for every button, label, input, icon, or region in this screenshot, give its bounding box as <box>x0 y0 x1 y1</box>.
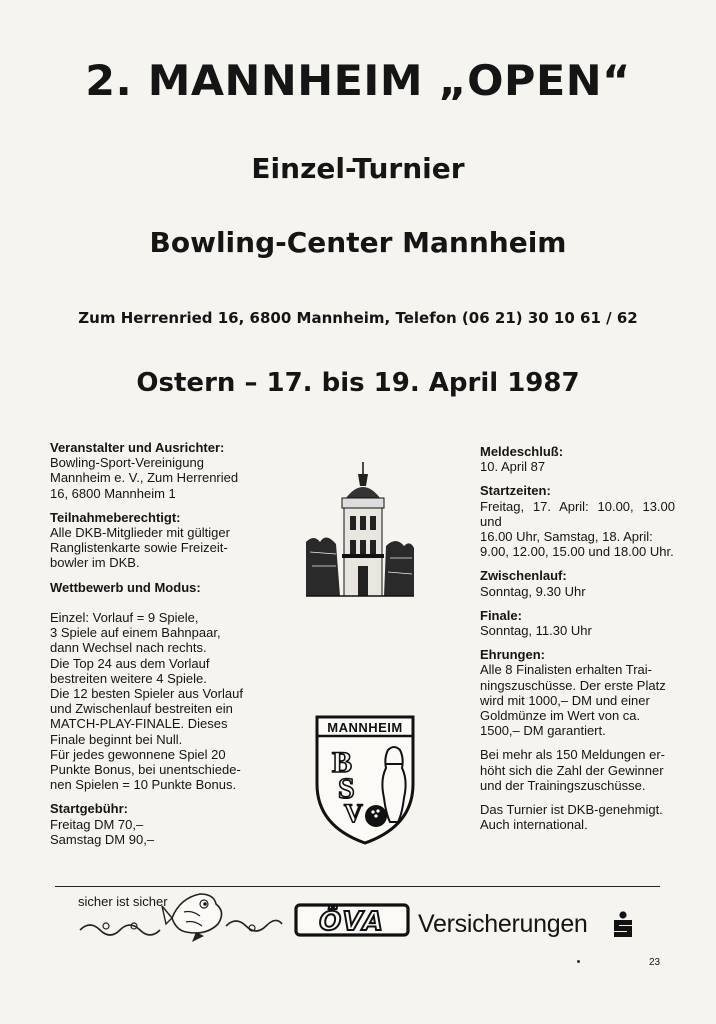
right-info-line: 16.00 Uhr, Samstag, 18. April: <box>480 529 653 545</box>
right-info-line: höht sich die Zahl der Gewinner <box>480 762 664 778</box>
right-info-block <box>480 802 675 832</box>
crest-letter-v: V <box>344 799 363 828</box>
right-info-column <box>480 444 675 841</box>
venue-address: Zum Herrenried 16, 6800 Mannheim, Telefon (06 21) 30 10 61 / 62 <box>78 309 638 327</box>
left-info-line: Alle DKB-Mitglieder mit gültiger <box>50 525 230 541</box>
footer-slogan: sicher ist sicher <box>78 894 168 909</box>
crest-letter-b: B <box>332 746 353 779</box>
ova-logo <box>294 901 410 939</box>
tournament-type: Einzel-Turnier <box>251 152 465 185</box>
right-info-heading: Zwischenlauf: <box>480 568 567 584</box>
right-info-heading: Meldeschluß: <box>480 444 564 459</box>
left-info-block <box>50 440 247 501</box>
left-info-line <box>50 595 247 610</box>
left-info-line: Die Top 24 aus dem Vorlauf <box>50 655 210 671</box>
right-info-block <box>480 608 675 638</box>
right-info-block <box>480 747 675 793</box>
crest-letter-s: S <box>338 772 355 805</box>
left-info-line: Bowling-Sport-Vereinigung <box>50 455 204 471</box>
left-info-line: Mannheim e. V., Zum Herrenried <box>50 470 239 486</box>
event-dates: Ostern – 17. bis 19. April 1987 <box>136 368 580 398</box>
page-title: 2. MANNHEIM „OPEN“ <box>85 56 631 105</box>
ova-logo-text: ÖVA <box>319 907 385 937</box>
speck-dot <box>577 960 580 963</box>
right-info-line: Das Turnier ist DKB-genehmigt. <box>480 802 663 818</box>
left-info-line: 3 Spiele auf einem Bahnpaar, <box>50 625 221 641</box>
left-info-line: dann Wechsel nach rechts. <box>50 640 207 656</box>
left-info-line: Für jedes gewonnene Spiel 20 <box>50 746 226 762</box>
sparkasse-s-icon <box>611 911 635 939</box>
bsv-crest-logo <box>314 714 416 846</box>
left-info-column <box>50 440 247 856</box>
left-info-line: Einzel: Vorlauf = 9 Spiele, <box>50 610 199 626</box>
left-info-line: bestreiten weitere 4 Spiele. <box>50 670 207 686</box>
right-info-line: 10. April 87 <box>480 459 546 475</box>
left-info-line: und Zwischenlauf bestreiten ein <box>50 701 233 717</box>
right-info-line: wird mit 1000,– DM und einer <box>480 692 650 708</box>
left-info-line: bowler im DKB. <box>50 555 140 571</box>
left-info-line: MATCH-PLAY-FINALE. Dieses <box>50 716 228 732</box>
right-info-line: Sonntag, 9.30 Uhr <box>480 583 586 599</box>
fish-mascot-ornament <box>76 884 286 944</box>
left-info-block <box>50 801 247 847</box>
right-info-line: Freitag, 17. April: 10.00, 13.00 und <box>480 498 675 529</box>
left-info-heading: Veranstalter und Ausrichter: <box>50 440 225 455</box>
right-info-line: ningszuschüsse. Der erste Platz <box>480 677 666 693</box>
right-info-line: Bei mehr als 150 Meldungen er- <box>480 747 665 763</box>
crest-banner-text: MANNHEIM <box>327 720 403 735</box>
left-info-heading: Wettbewerb und Modus: <box>50 579 201 595</box>
right-info-line: Goldmünze im Wert von ca. <box>480 708 641 724</box>
left-info-line: 16, 6800 Mannheim 1 <box>50 485 176 501</box>
right-info-heading: Ehrungen: <box>480 647 545 663</box>
right-info-heading: Finale: <box>480 607 522 623</box>
venue-name: Bowling-Center Mannheim <box>149 226 567 259</box>
page-number: 23 <box>649 957 661 968</box>
right-info-line: Auch international. <box>480 817 588 833</box>
right-info-block <box>480 483 675 559</box>
right-info-block <box>480 568 675 598</box>
left-info-line: Samstag DM 90,– <box>50 831 155 847</box>
right-info-line: Sonntag, 11.30 Uhr <box>480 623 592 639</box>
left-info-line: Ranglistenkarte sowie Freizeit- <box>50 540 228 556</box>
left-info-line: nen Spielen = 10 Punkte Bonus. <box>50 777 237 793</box>
left-info-block <box>50 580 247 793</box>
right-info-heading: Startzeiten: <box>480 483 551 499</box>
left-info-line: Die 12 besten Spieler aus Vorlauf <box>50 686 243 702</box>
right-info-line: 1500,– DM garantiert. <box>480 723 606 739</box>
right-info-line: und der Trainingszuschüsse. <box>480 777 646 793</box>
left-info-block <box>50 510 247 571</box>
left-info-heading: Startgebühr: <box>50 801 128 817</box>
brand-wordmark: Versicherungen <box>418 910 588 938</box>
left-info-line: Freitag DM 70,– <box>50 816 144 832</box>
right-info-block <box>480 444 675 474</box>
left-info-line: Punkte Bonus, bei unentschiede- <box>50 762 241 778</box>
water-tower-illustration <box>306 462 414 602</box>
left-info-heading: Teilnahmeberechtigt: <box>50 509 181 525</box>
left-info-line: Finale beginnt bei Null. <box>50 731 183 747</box>
right-info-line: 9.00, 12.00, 15.00 und 18.00 Uhr. <box>480 544 674 560</box>
right-info-line: Alle 8 Finalisten erhalten Trai- <box>480 662 652 678</box>
right-info-block <box>480 647 675 738</box>
